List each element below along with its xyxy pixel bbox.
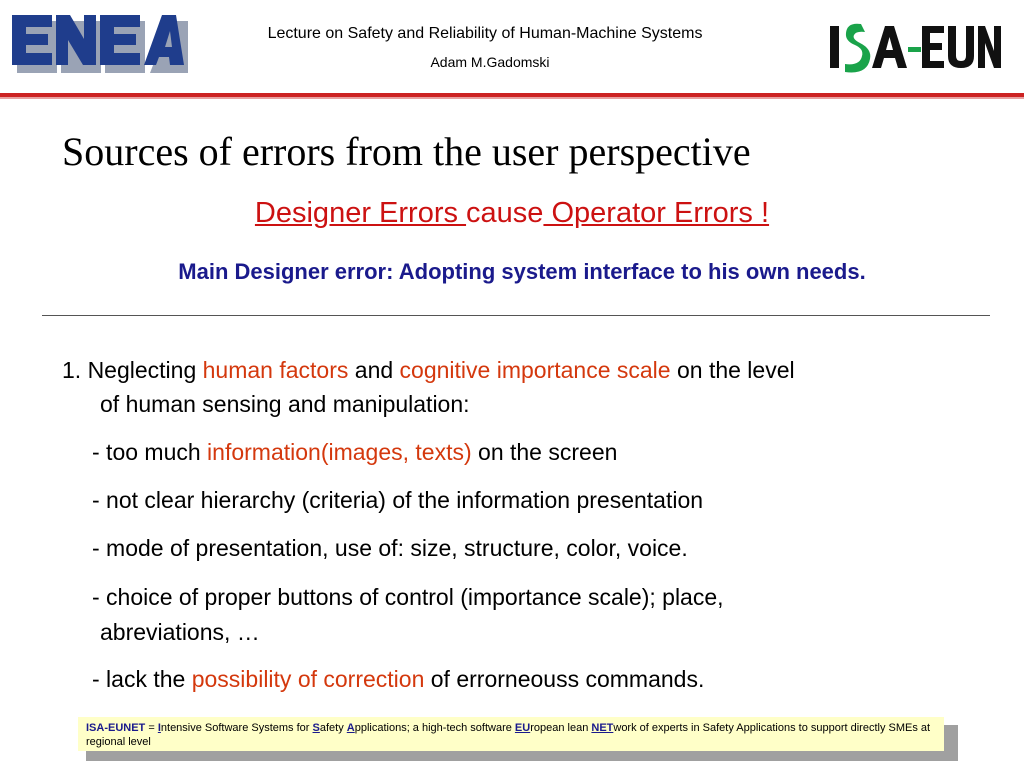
footer-label: ISA-EUNET (86, 722, 146, 734)
footer-word-1: ntensive Software Systems for (160, 722, 313, 734)
item1-highlight-cognitive-scale: cognitive importance scale (399, 357, 671, 383)
enea-logo (10, 13, 188, 75)
main-designer-error: Main Designer error: Adopting system interface to his own needs. (178, 259, 866, 284)
subtitle-cause: cause (466, 197, 544, 229)
footer-word-2: afety (319, 722, 347, 734)
list-item-1-continued: of human sensing and manipulation: (100, 391, 470, 417)
subtitle (0, 197, 1024, 230)
footer-key-s: S (312, 722, 320, 734)
footer-equals: = (145, 722, 158, 734)
footer-key-a: A (346, 722, 355, 734)
sub5-text-a: - lack the (92, 666, 192, 692)
sub-item-too-much-information (92, 439, 617, 466)
author-name: Adam M.Gadomski (430, 54, 550, 70)
item1-text-b: and (348, 357, 400, 383)
footer-word-4: ropean lean (530, 722, 592, 734)
header-divider-shadow (0, 97, 1024, 99)
footer-key-i: I (157, 722, 161, 734)
footer-key-eu: EU (514, 722, 531, 734)
sub1-text-a: - too much (92, 439, 208, 465)
sub1-text-b: on the screen (471, 439, 618, 465)
sub5-highlight: possibility of correction (191, 666, 425, 692)
item1-text-a: 1. Neglecting (62, 357, 203, 383)
isa-eunet-logo (826, 14, 1011, 80)
sub5-text-b: of errorneouss commands. (424, 666, 705, 692)
section-divider (42, 315, 990, 316)
subtitle-designer-errors: Designer Errors (254, 197, 467, 229)
footer-key-net: NET (591, 722, 614, 734)
list-item-1 (62, 357, 795, 384)
sub1-highlight: information(images, texts) (207, 439, 472, 465)
slide-title: Sources of errors from the user perspective (62, 129, 751, 174)
sub-item-hierarchy: - not clear hierarchy (criteria) of the information presentation (92, 487, 704, 513)
subtitle-operator-errors: Operator Errors ! (543, 197, 770, 229)
sub-item-buttons-continued: abreviations, … (100, 619, 260, 645)
lecture-title: Lecture on Safety and Reliability of Human-Machine Systems (267, 25, 703, 42)
sub-item-mode-of-presentation: - mode of presentation, use of: size, structure, color, voice. (92, 535, 688, 561)
footer-note (78, 717, 944, 751)
footer-word-5: work of experts in Safety Applications to support directly SMEs at regional level (86, 722, 931, 748)
sub-item-buttons: - choice of proper buttons of control (importance scale); place, (92, 584, 724, 610)
item1-highlight-human-factors: human factors (202, 357, 349, 383)
footer-word-3: pplications; a high-tech software (354, 722, 515, 734)
item1-text-c: on the level (670, 357, 795, 383)
sub-item-correction (92, 666, 704, 693)
